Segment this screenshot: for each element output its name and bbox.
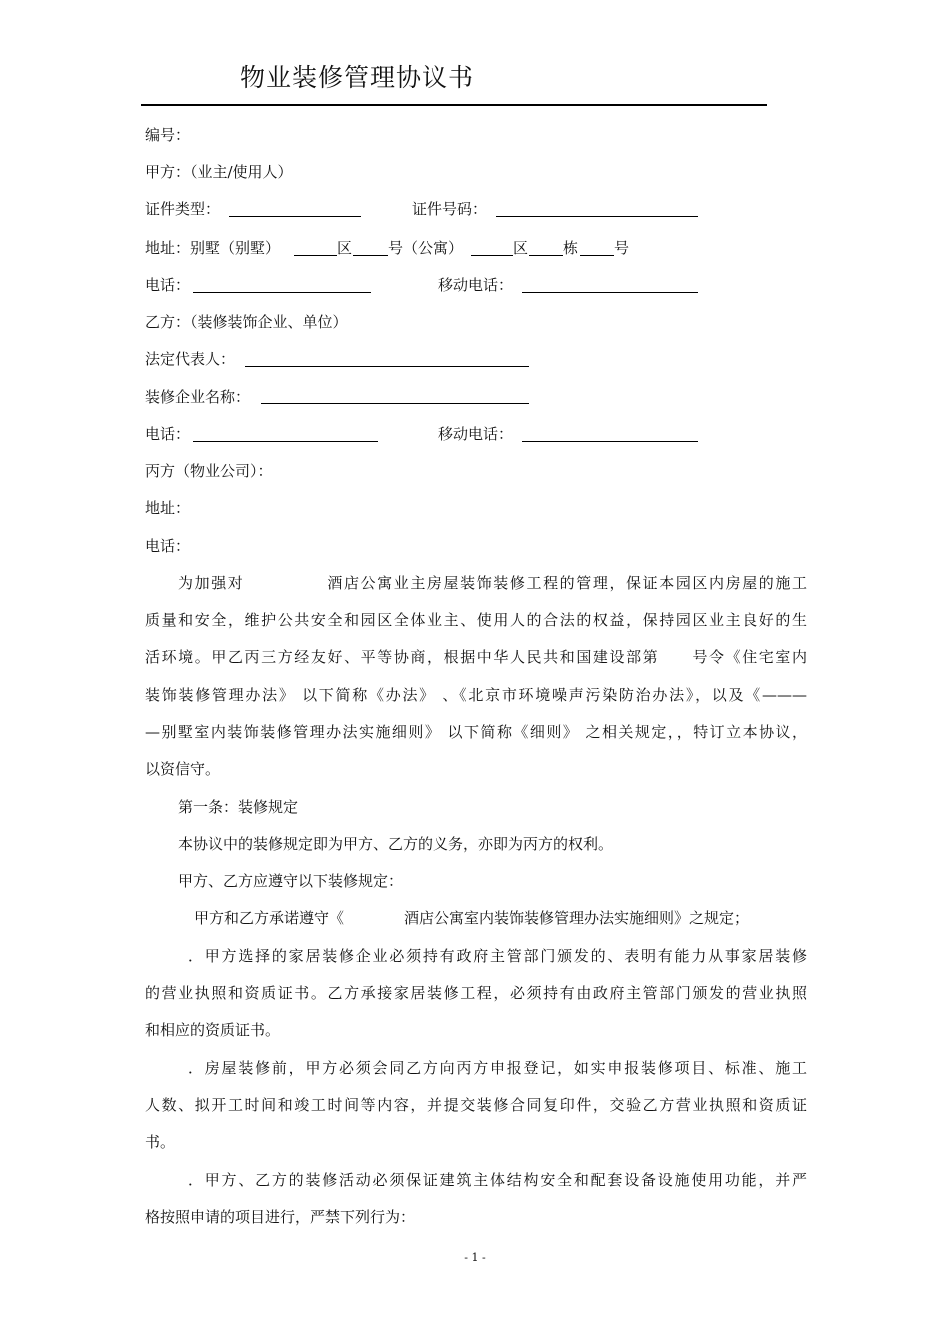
- address-dong-label: 栋: [563, 239, 579, 257]
- intro-line-1: 为加强对 酒店公寓业主房屋装饰装修工程的管理，保证本园区内房屋的施工: [178, 574, 807, 592]
- intro-line-3: 活环境。甲乙丙三方经友好、平等协商，根据中华人民共和国建设部第 号令《住宅室内: [145, 648, 807, 666]
- party-b-label: 乙方：（装修装饰企业、单位）: [145, 313, 348, 331]
- address-hao-label: 号: [614, 239, 630, 257]
- mobile-b-field[interactable]: [522, 441, 698, 442]
- id-type-field[interactable]: [229, 216, 361, 217]
- mobile-field[interactable]: [522, 292, 698, 293]
- id-number-label: 证件号码：: [412, 200, 488, 218]
- intro-line-2: 质量和安全，维护公共安全和园区全体业主、使用人的合法的权益，保持园区业主良好的生: [145, 611, 807, 629]
- address-qu-label: 区: [337, 239, 353, 257]
- mobile-label: 移动电话：: [438, 276, 514, 294]
- address-hao-gongyu-label: 号（公寓）: [388, 239, 464, 257]
- number-label: 编号：: [145, 126, 191, 144]
- intro-line-5: —别墅室内装饰装修管理办法实施细则》 以下简称《细则》 之相关规定，，特订立本协议，: [145, 723, 807, 741]
- promise-line: 甲方和乙方承诺遵守《 酒店公寓室内装饰装修管理办法实施细则》之规定；: [194, 909, 750, 927]
- obligation-line: 本协议中的装修规定即为甲方、乙方的义务，亦即为丙方的权利。: [178, 835, 614, 853]
- id-number-field[interactable]: [496, 216, 698, 217]
- address-unit-field[interactable]: [580, 255, 614, 256]
- title-divider: [141, 104, 767, 106]
- address-villa-area-field[interactable]: [294, 255, 337, 256]
- address-building-field[interactable]: [529, 255, 563, 256]
- party-a-label: 甲方：（业主/使用人）: [145, 163, 293, 181]
- intro-line-4: 装饰装修管理办法》 以下简称《办法》 、《北京市环境噪声污染防治办法》，以及《———: [145, 686, 807, 704]
- address-label: 地址：别墅（别墅）: [145, 239, 281, 257]
- observe-line: 甲方、乙方应遵守以下装修规定：: [178, 872, 404, 890]
- page-number: - 1 -: [464, 1251, 486, 1264]
- item1-line-3: 和相应的资质证书。: [145, 1021, 281, 1039]
- address-qu2-label: 区: [513, 239, 529, 257]
- party-c-label: 丙方（物业公司）：: [145, 462, 273, 480]
- article-one-heading: 第一条：装修规定: [178, 798, 299, 816]
- item1-line-1: ．甲方选择的家居装修企业必须持有政府主管部门颁发的、表明有能力从事家居装修: [188, 947, 807, 965]
- address-villa-number-field[interactable]: [353, 255, 388, 256]
- legal-rep-label: 法定代表人：: [145, 350, 236, 368]
- legal-rep-field[interactable]: [245, 366, 529, 367]
- id-type-label: 证件类型：: [145, 200, 221, 218]
- phone-c-label: 电话：: [145, 537, 191, 555]
- address-c-label: 地址：: [145, 499, 191, 517]
- phone-label: 电话：: [145, 276, 191, 294]
- item2-line-1: ．房屋装修前，甲方必须会同乙方向丙方申报登记，如实申报装修项目、标准、施工: [188, 1059, 807, 1077]
- page-title: 物业装修管理协议书: [240, 63, 475, 92]
- company-name-field[interactable]: [261, 403, 529, 404]
- company-name-label: 装修企业名称：: [145, 388, 251, 406]
- phone-field[interactable]: [193, 292, 371, 293]
- phone-b-label: 电话：: [145, 425, 191, 443]
- intro-line-6: 以资信守。: [145, 760, 221, 778]
- address-apt-area-field[interactable]: [471, 255, 513, 256]
- item3-line-1: ．甲方、乙方的装修活动必须保证建筑主体结构安全和配套设备设施使用功能，并严: [188, 1171, 807, 1189]
- mobile-b-label: 移动电话：: [438, 425, 514, 443]
- item2-line-2: 人数、拟开工时间和竣工时间等内容，并提交装修合同复印件，交验乙方营业执照和资质证: [145, 1096, 807, 1114]
- item2-line-3: 书。: [145, 1133, 176, 1151]
- item1-line-2: 的营业执照和资质证书。乙方承接家居装修工程，必须持有由政府主管部门颁发的营业执照: [145, 984, 807, 1002]
- phone-b-field[interactable]: [193, 441, 378, 442]
- item3-line-2: 格按照申请的项目进行，严禁下列行为：: [145, 1208, 416, 1226]
